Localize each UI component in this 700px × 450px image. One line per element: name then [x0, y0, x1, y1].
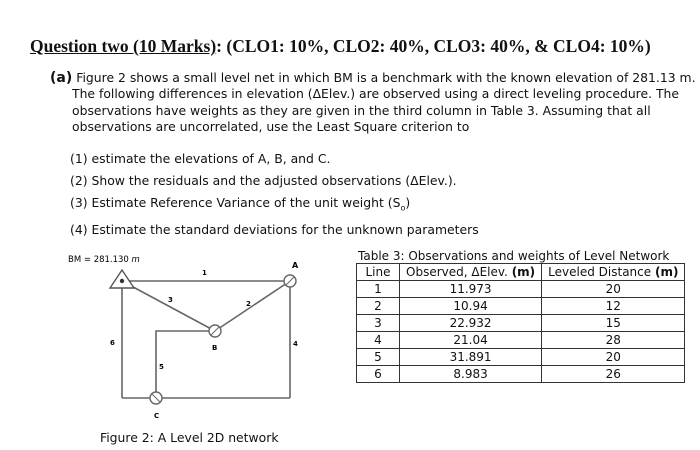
line-3-number: 3 [168, 296, 173, 304]
question-title [30, 36, 651, 57]
bm-point [120, 279, 124, 283]
question-clo-weights: : (CLO1: 10%, CLO2: 40%, CLO3: 40%, & CLO4: 10%) [216, 36, 651, 56]
header-observed: Observed, ΔElev. (m) [400, 264, 542, 281]
line-6-number: 6 [110, 339, 115, 347]
table-header-row [357, 264, 685, 281]
point-b-label: B [212, 344, 218, 352]
level-network-figure [60, 248, 350, 448]
header-line: Line [357, 264, 400, 281]
task-item: (2) Show the residuals and the adjusted observations (ΔElev.). [70, 173, 457, 188]
task-list [70, 148, 479, 241]
table-row: 3 22.932 15 [357, 315, 685, 332]
task-item: (3) Estimate Reference Variance of the unit weight $(S_o)$ [70, 195, 411, 213]
paragraph-line: Figure 2 shows a small level net in which BM is a benchmark with the known elevation of 281.13 m. [76, 70, 696, 85]
table-row: 4 21.04 28 [357, 332, 685, 349]
line-2-number: 2 [246, 300, 251, 308]
table-row: 1 11.973 20 [357, 281, 685, 298]
task-item: (4) Estimate the standard deviations for the unknown parameters [70, 222, 479, 238]
point-c-label: C [154, 412, 160, 420]
part-a-paragraph [50, 70, 696, 136]
header-distance: Leveled Distance (m) [542, 264, 685, 281]
paragraph-line: observations are uncorrelated, use the Least Square criterion to [72, 119, 470, 135]
table-row: 2 10.94 12 [357, 298, 685, 315]
bm-label: BM = 281.130 m [68, 255, 140, 265]
figure-caption: Figure 2: A Level 2D network [100, 430, 279, 445]
part-a-label: (a) [50, 70, 73, 86]
line-2 [215, 281, 290, 331]
point-a-label: A [292, 261, 299, 270]
table-caption: Table 3: Observations and weights of Level Network [358, 249, 670, 263]
question-heading: Question two (10 Marks) [30, 36, 217, 56]
line-5 [156, 331, 218, 398]
line-5-number: 5 [159, 363, 164, 371]
table-row: 6 8.983 26 [357, 366, 685, 383]
line-4-number: 4 [293, 340, 298, 348]
observations-table [356, 263, 685, 383]
table-row: 5 31.891 20 [357, 349, 685, 366]
paragraph-line: observations have weights as they are given in the third column in Table 3. Assuming that all [72, 102, 651, 118]
paragraph-line: The following differences in elevation (ΔElev.) are observed using a direct leveling procedure. The [72, 86, 680, 102]
line-3 [122, 281, 215, 331]
line-1-number: 1 [202, 269, 207, 277]
task-item: (1) estimate the elevations of A, B, and C. [70, 151, 331, 166]
